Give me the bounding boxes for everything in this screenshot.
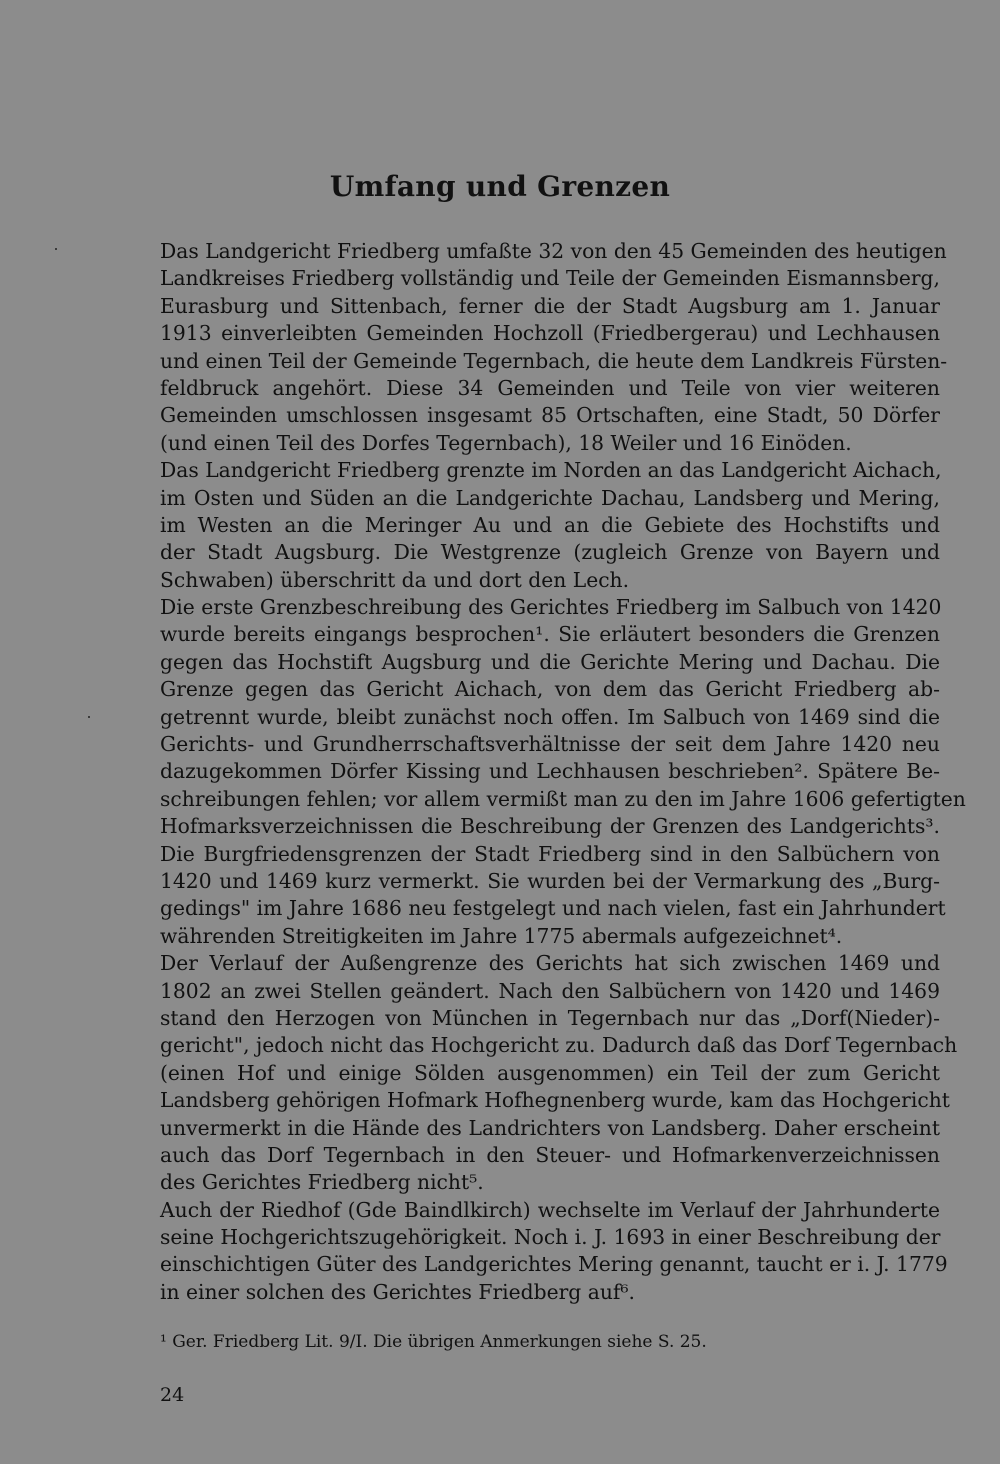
text-line: der Stadt Augsburg. Die Westgrenze (zugleich Grenze von Bayern und xyxy=(160,540,940,565)
text-line: Hofmarksverzeichnissen die Beschreibung der Grenzen des Landgerichts³. xyxy=(160,814,940,839)
text-line: feldbruck angehört. Diese 34 Gemeinden und Teile von vier weiteren xyxy=(160,375,940,400)
text-line: Grenze gegen das Gericht Aichach, von dem das Gericht Friedberg ab- xyxy=(160,677,940,702)
text-line: Das Landgericht Friedberg grenzte im Norden an das Landgericht Aichach, xyxy=(160,458,942,483)
page-title: Umfang und Grenzen xyxy=(329,170,671,203)
text-line: im Westen an die Meringer Au und an die Gebiete des Hochstifts und xyxy=(160,512,940,537)
text-line: Eurasburg und Sittenbach, ferner die der Stadt Augsburg am 1. Januar xyxy=(160,293,940,318)
text-line: Die Burgfriedensgrenzen der Stadt Friedberg sind in den Salbüchern von xyxy=(160,841,940,866)
text-line: gedings" im Jahre 1686 neu festgelegt und nach vielen, fast ein Jahrhundert xyxy=(160,896,946,921)
footnote: ¹ Ger. Friedberg Lit. 9/I. Die übrigen Anmerkungen siehe S. 25. xyxy=(160,1332,707,1352)
paragraph xyxy=(160,238,948,457)
text-line: des Gerichtes Friedberg nicht⁵. xyxy=(160,1170,484,1195)
text-line: 1802 an zwei Stellen geändert. Nach den Salbüchern von 1420 und 1469 xyxy=(160,978,940,1003)
text-line: Landsberg gehörigen Hofmark Hofhegnenberg wurde, kam das Hochgericht xyxy=(160,1088,950,1113)
text-line: (und einen Teil des Dorfes Tegernbach), 18 Weiler und 16 Einöden. xyxy=(160,430,852,455)
text-line: gericht", jedoch nicht das Hochgericht zu. Dadurch daß das Dorf Tegernbach xyxy=(160,1033,958,1058)
page-number: 24 xyxy=(160,1384,185,1406)
text-line: einschichtigen Güter des Landgerichtes Mering genannt, taucht er i. J. 1779 xyxy=(160,1252,948,1277)
text-line: gegen das Hochstift Augsburg und die Gerichte Mering und Dachau. Die xyxy=(160,649,940,674)
text-line: im Osten und Süden an die Landgerichte Dachau, Landsberg und Mering, xyxy=(160,485,940,510)
text-line: 1420 und 1469 kurz vermerkt. Sie wurden bei der Vermarkung des „Burg- xyxy=(160,868,940,893)
text-line: Auch der Riedhof (Gde Baindlkirch) wechselte im Verlauf der Jahrhunderte xyxy=(160,1197,940,1222)
text-line: und einen Teil der Gemeinde Tegernbach, die heute dem Landkreis Fürsten- xyxy=(160,348,948,373)
text-line: in einer solchen des Gerichtes Friedberg auf⁶. xyxy=(160,1279,635,1304)
scan-speck xyxy=(55,248,57,250)
body-text xyxy=(160,238,966,1306)
text-line: auch das Dorf Tegernbach in den Steuer- und Hofmarkenverzeichnissen xyxy=(160,1142,940,1167)
text-line: Landkreises Friedberg vollständig und Teile der Gemeinden Eismannsberg, xyxy=(160,266,940,291)
text-line: schreibungen fehlen; vor allem vermißt man zu den im Jahre 1606 gefertigten xyxy=(160,786,966,811)
text-line: währenden Streitigkeiten im Jahre 1775 abermals aufgezeichnet⁴. xyxy=(160,923,843,948)
text-line: stand den Herzogen von München in Tegernbach nur das „Dorf(Nieder)- xyxy=(160,1005,940,1030)
text-line: Schwaben) überschritt da und dort den Lech. xyxy=(160,567,630,592)
text-line: seine Hochgerichtszugehörigkeit. Noch i. J. 1693 in einer Beschreibung der xyxy=(160,1225,941,1250)
text-line: Gemeinden umschlossen insgesamt 85 Ortschaften, eine Stadt, 50 Dörfer xyxy=(160,403,940,428)
text-line: Gerichts- und Grundherrschaftsverhältnisse der seit dem Jahre 1420 neu xyxy=(160,732,940,757)
paragraph xyxy=(160,457,940,594)
paragraph xyxy=(160,950,958,1197)
text-line: wurde bereits eingangs besprochen¹. Sie erläutert besonders die Grenzen xyxy=(160,622,940,647)
text-line: Der Verlauf der Außengrenze des Gerichts hat sich zwischen 1469 und xyxy=(160,951,940,976)
text-line: getrennt wurde, bleibt zunächst noch offen. Im Salbuch von 1469 sind die xyxy=(160,704,940,729)
text-line: Die erste Grenzbeschreibung des Gerichtes Friedberg im Salbuch von 1420 xyxy=(160,595,942,620)
text-line: (einen Hof und einige Sölden ausgenommen) ein Teil der zum Gericht xyxy=(160,1060,940,1085)
scan-speck xyxy=(88,716,90,718)
text-line: Das Landgericht Friedberg umfaßte 32 von den 45 Gemeinden des heutigen xyxy=(160,239,947,263)
text-line: unvermerkt in die Hände des Landrichters von Landsberg. Daher erscheint xyxy=(160,1115,940,1140)
text-line: 1913 einverleibten Gemeinden Hochzoll (Friedbergerau) und Lechhausen xyxy=(160,321,940,346)
paragraph xyxy=(160,594,966,950)
paragraph xyxy=(160,1197,948,1307)
text-line: dazugekommen Dörfer Kissing und Lechhausen beschrieben². Spätere Be- xyxy=(160,759,940,784)
